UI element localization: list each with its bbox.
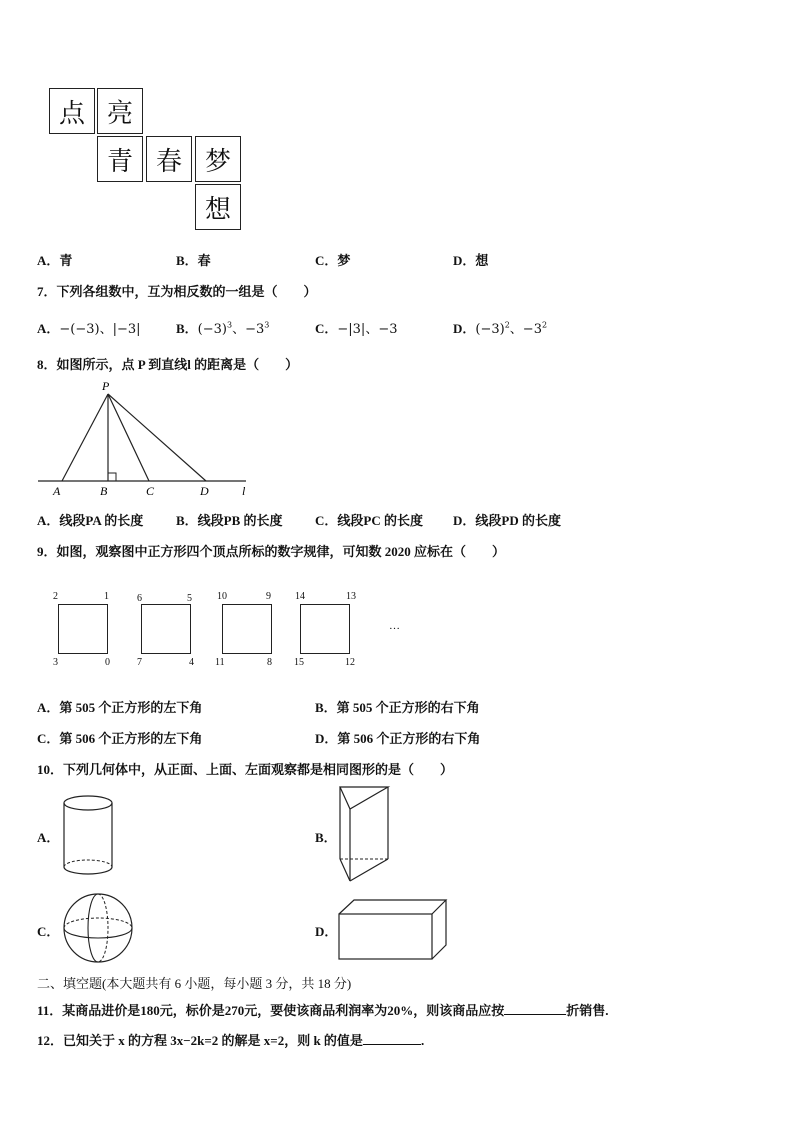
segment-pd xyxy=(108,394,206,481)
label-p: P xyxy=(102,379,110,393)
square-2-bottom-right: 4 xyxy=(189,657,194,668)
point-line-figure xyxy=(36,376,266,500)
q9-option-b: B．第 505 个正方形的右下角 xyxy=(315,700,480,715)
square-2 xyxy=(141,604,191,654)
square-1 xyxy=(58,604,108,654)
q7-option-a xyxy=(37,318,141,337)
q7-stem: 7．下列各组数中，互为相反数的一组是（ ） xyxy=(37,284,317,299)
label-b: B xyxy=(100,484,108,498)
q10-option-b: B． xyxy=(315,830,337,845)
square-1-bottom-left: 3 xyxy=(53,657,58,668)
q7-d-label: D． xyxy=(453,321,476,336)
q7-option-c xyxy=(315,318,397,337)
q10-option-c: C． xyxy=(37,924,60,939)
segment-pa xyxy=(62,394,108,481)
q7-b-base: (−3) xyxy=(197,322,227,337)
q7-a-label: A． xyxy=(37,321,60,336)
q9-option-a: A．第 505 个正方形的左下角 xyxy=(37,700,203,715)
q11-text xyxy=(37,1000,609,1019)
q11-before: 11．某商品进价是180元，标价是270元，要使该商品利润率为20%，则该商品应按 xyxy=(37,1003,505,1018)
q11-answer-blank[interactable] xyxy=(504,1014,566,1015)
q7-option-d xyxy=(453,318,547,337)
q9-option-d: D．第 506 个正方形的右下角 xyxy=(315,731,481,746)
label-c: C xyxy=(146,484,155,498)
q7-a-expr: −(−3)、|−3| xyxy=(59,322,141,337)
square-3-bottom-left: 11 xyxy=(215,657,225,668)
q6-option-d: D．想 xyxy=(453,253,489,268)
net-cell-meng: 梦 xyxy=(195,136,241,182)
q9-option-c: C．第 506 个正方形的左下角 xyxy=(37,731,203,746)
q7-b-exp1: 3 xyxy=(226,320,233,330)
net-cell-dian: 点 xyxy=(49,88,95,134)
label-d: D xyxy=(200,484,209,498)
q8-option-a: A．线段PA 的长度 xyxy=(37,513,144,528)
q6-option-b: B．春 xyxy=(176,253,211,268)
segment-pc xyxy=(108,394,149,481)
q12-before: 12．已知关于 x 的方程 3x−2k=2 的解是 x=2，则 k 的值是 xyxy=(37,1033,363,1048)
q7-d-exp2: 2 xyxy=(541,320,548,330)
q7-option-b xyxy=(176,318,269,337)
square-1-top-left: 2 xyxy=(53,591,58,602)
q10-stem: 10．下列几何体中，从正面、上面、左面观察都是相同图形的是（ ） xyxy=(37,762,454,777)
cuboid-figure xyxy=(336,897,450,963)
section-2-heading: 二、填空题(本大题共有 6 小题，每小题 3 分，共 18 分) xyxy=(37,976,352,991)
square-2-top-left: 6 xyxy=(137,593,142,604)
q12-answer-blank[interactable] xyxy=(363,1044,421,1045)
square-4 xyxy=(300,604,350,654)
q7-b-label: B． xyxy=(176,321,198,336)
cylinder-figure xyxy=(58,793,118,879)
right-angle-mark xyxy=(108,473,116,481)
square-3-bottom-right: 8 xyxy=(267,657,272,668)
q8-option-c: C．线段PC 的长度 xyxy=(315,513,423,528)
q6-option-c: C．梦 xyxy=(315,253,351,268)
square-3 xyxy=(222,604,272,654)
q11-after: 折销售. xyxy=(566,1003,609,1018)
label-l: l xyxy=(242,484,246,498)
net-cell-qing: 青 xyxy=(97,136,143,182)
square-4-top-left: 14 xyxy=(295,591,305,602)
q7-d-expr xyxy=(475,322,547,337)
ellipsis: … xyxy=(389,620,400,632)
net-cell-xiang: 想 xyxy=(195,184,241,230)
q6-option-a: A．青 xyxy=(37,253,73,268)
q8-option-b: B．线段PB 的长度 xyxy=(176,513,283,528)
q7-d-base: (−3) xyxy=(475,322,505,337)
q8-option-d: D．线段PD 的长度 xyxy=(453,513,561,528)
square-3-top-left: 10 xyxy=(217,591,227,602)
q9-stem: 9．如图，观察图中正方形四个顶点所标的数字规律，可知数 2020 应标在（ ） xyxy=(37,544,506,559)
q10-option-a: A． xyxy=(37,830,60,845)
square-4-bottom-right: 12 xyxy=(345,657,355,668)
q7-b-exp2: 3 xyxy=(264,320,270,330)
square-2-bottom-left: 7 xyxy=(137,657,142,668)
square-1-top-right: 1 xyxy=(104,591,109,602)
square-4-top-right: 13 xyxy=(346,591,356,602)
sphere-figure xyxy=(60,890,136,966)
q12-text xyxy=(37,1030,424,1049)
triangular-prism-figure xyxy=(336,783,392,885)
square-3-top-right: 9 xyxy=(266,591,271,602)
q7-b-mid: 、−3 xyxy=(232,322,265,337)
q7-d-mid: 、−3 xyxy=(509,322,542,337)
q8-stem: 8．如图所示，点 P 到直线l 的距离是（ ） xyxy=(37,357,299,372)
net-cell-chun: 春 xyxy=(146,136,192,182)
q12-after: . xyxy=(420,1033,425,1048)
square-1-bottom-right: 0 xyxy=(105,657,110,668)
q10-option-d: D． xyxy=(315,924,338,939)
label-a: A xyxy=(53,484,61,498)
q7-c-expr: −|3|、−3 xyxy=(337,322,398,337)
q7-d-exp1: 2 xyxy=(504,320,510,330)
q7-c-label: C． xyxy=(315,321,338,336)
square-4-bottom-left: 15 xyxy=(294,657,304,668)
q7-b-expr xyxy=(198,322,270,337)
net-cell-liang: 亮 xyxy=(97,88,143,134)
square-2-top-right: 5 xyxy=(187,593,192,604)
